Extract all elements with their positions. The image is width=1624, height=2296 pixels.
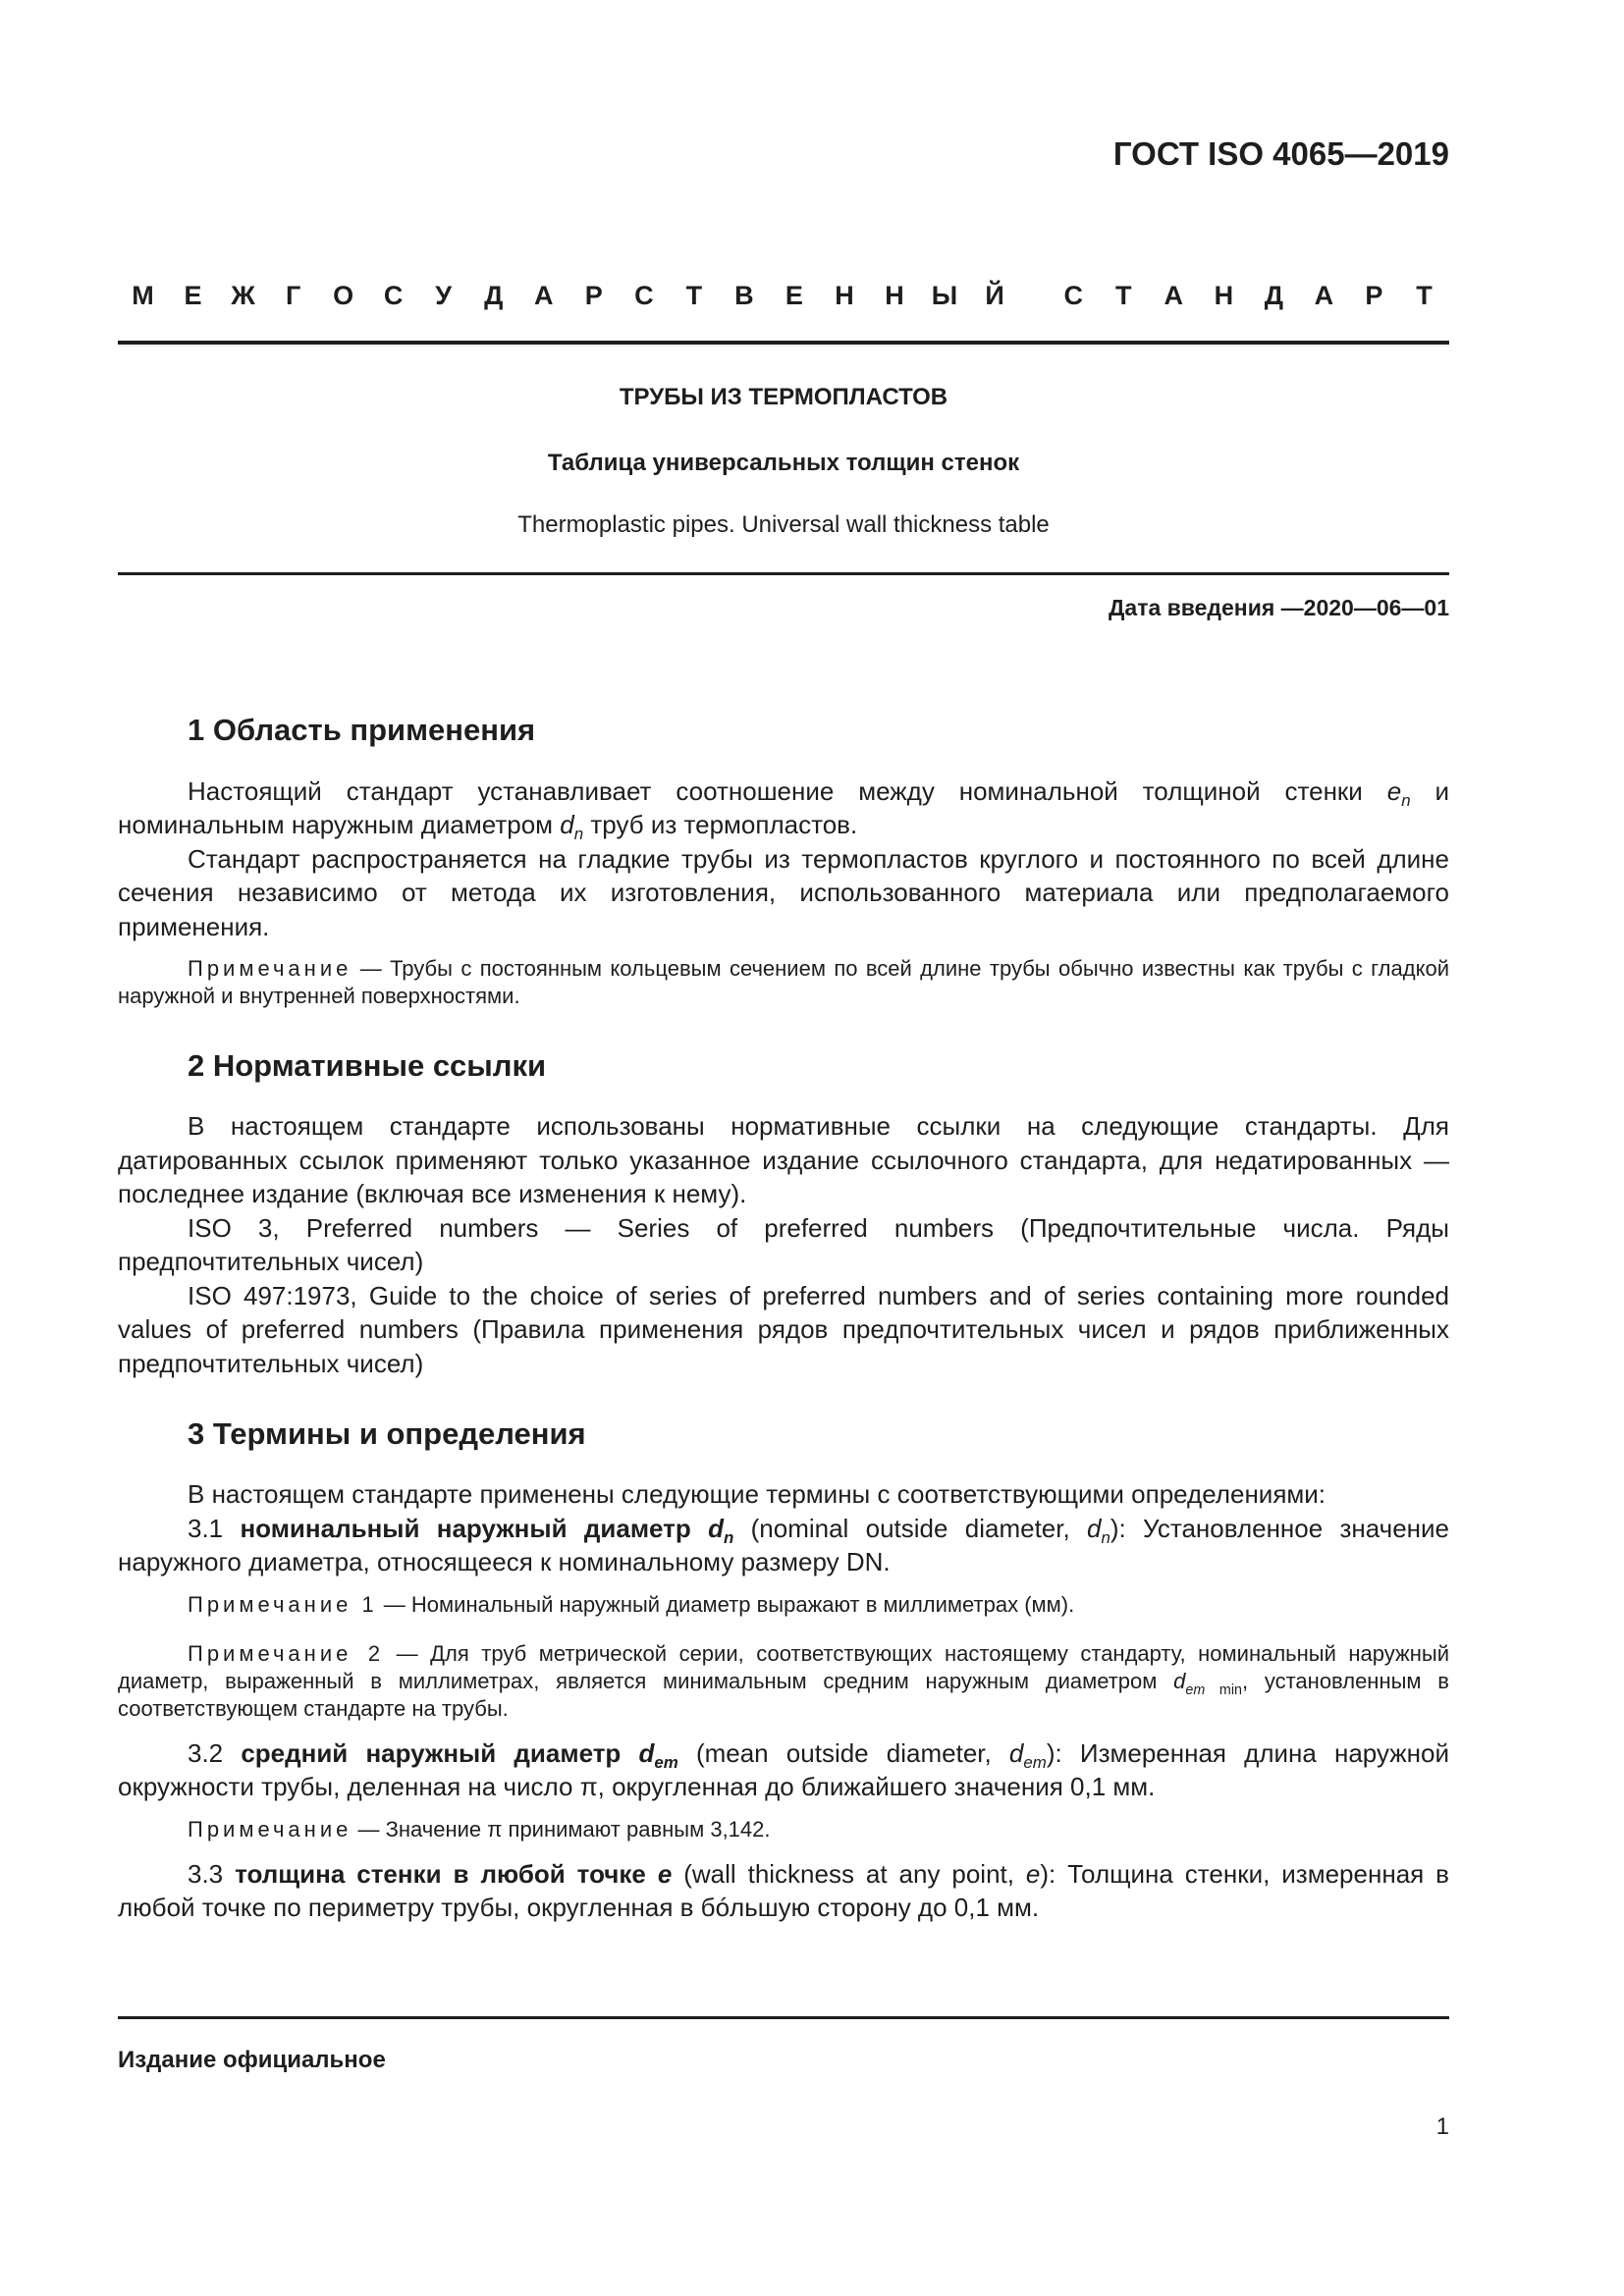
standard-type-letter: Е: [184, 281, 202, 310]
standard-type-letter: Ж: [231, 281, 255, 310]
standard-type-letter: А: [534, 281, 554, 310]
term-3-1: 3.1 номинальный наружный диаметр $d_n$ (nominal outside diameter, $d_n$): Установленное значение наружного диаметра, относящееся к номинальному размеру DN.: [118, 1513, 1450, 1577]
standard-type-letter: О: [333, 281, 354, 310]
section-2-reference-iso497: ISO 497:1973, Guide to the choice of series of preferred numbers and of series containing more rounded values of preferred numbers (Правила применения рядов предпочтительных чисел и рядов приближенных предпочтительных чисел): [118, 1280, 1449, 1378]
standard-type-letter: Д: [1264, 281, 1283, 310]
footer-rule: [118, 2016, 1449, 2019]
standard-type-heading: [118, 283, 1449, 309]
standard-type-letter: Т: [1115, 281, 1132, 310]
standard-type-letter: Р: [584, 281, 603, 310]
standard-type-letter: Т: [1416, 281, 1433, 310]
standard-type-letter: У: [435, 281, 453, 310]
term-3-3: 3.3 толщина стенки в любой точке e (wall thickness at any point, e): Толщина стенки, измеренная в любой точке по периметру трубы, округленная в бóльшую сторону до 0,1 мм.: [118, 1858, 1449, 1923]
document-subtitle-ru: Таблица универсальных толщин стенок: [547, 449, 1020, 476]
standard-type-letter: Е: [785, 281, 803, 310]
document-title-ru: ТРУБЫ ИЗ ТЕРМОПЛАСТОВ: [619, 384, 948, 410]
standard-type-letter: Н: [835, 281, 854, 310]
standard-type-letter: Н: [1214, 281, 1234, 310]
page-number: 1: [1435, 2113, 1449, 2140]
standard-type-letter: Т: [685, 281, 703, 310]
standard-number: ГОСТ ISO 4065—2019: [1112, 135, 1449, 172]
section-1-heading: 1 Область применения: [188, 713, 536, 748]
standard-type-letter: А: [1314, 281, 1334, 310]
standard-type-letter: М: [132, 281, 154, 310]
section-2-paragraph-1: В настоящем стандарте использованы нормативные ссылки на следующие стандарты. Для датированных ссылок применяют только указанное издание ссылочного стандарта, для недатированных — последнее издание (включая все изменения к нему).: [118, 1111, 1449, 1209]
standard-type-letter: В: [734, 281, 754, 310]
title-rule: [118, 572, 1449, 575]
standard-type-letter: Й: [985, 281, 1004, 310]
section-1-note: Примечание — Трубы с постоянным кольцевым сечением по всей длине трубы обычно известны как трубы с гладкой наружной и внутренней поверхностями.: [118, 956, 1449, 1009]
standard-type-letter: А: [1164, 281, 1184, 310]
section-1-paragraph-2: Стандарт распространяется на гладкие трубы из термопластов круглого и постоянного по всей длине сечения независимо от метода их изготовления, использованного материала или предполагаемого применения.: [118, 843, 1449, 941]
term-3-1-note-1: Примечание 1 — Номинальный наружный диаметр выражают в миллиметрах (мм).: [188, 1591, 1075, 1617]
term-3-1-note-2: Примечание 2 — Для труб метрической серии, соответствующих настоящему стандарту, номинальный наружный диаметр, выраженный в миллиметрах, является минимальным средним наружным диаметром $d_{em min}$, установленным в соответствующем стандарте на трубы.: [118, 1640, 1449, 1721]
standard-type-letter: С: [1063, 281, 1083, 310]
standard-type-letter: Г: [285, 281, 301, 310]
section-3-intro: В настоящем стандарте применены следующие термины с соответствующими определениями:: [188, 1479, 1326, 1510]
standard-type-letter: С: [634, 281, 654, 310]
section-3-heading: 3 Термины и определения: [188, 1416, 586, 1452]
standard-type-letter: С: [383, 281, 404, 310]
section-2-heading: 2 Нормативные ссылки: [188, 1048, 547, 1084]
word-gap: [1020, 283, 1049, 309]
term-3-2: 3.2 средний наружный диаметр $d_{em}$ (mean outside diameter, $d_{em}$): Измеренная длина наружной окружности трубы, деленная на число π, округленная до ближайшего значения 0,1 мм.: [118, 1737, 1450, 1802]
section-1-paragraph-1: Настоящий стандарт устанавливает соотношение между номинальной толщиной стенки $e_n$ и номинальным наружным диаметром $d_n$ труб из термопластов.: [118, 775, 1449, 844]
standard-type-letter: Р: [1365, 281, 1383, 310]
header-rule: [118, 341, 1449, 345]
standard-type-letter: Н: [885, 281, 904, 310]
term-3-2-note: Примечание — Значение π принимают равным 3,142.: [188, 1816, 771, 1842]
edition-label: Издание официальное: [118, 2047, 386, 2073]
standard-type-letter: Ы: [931, 281, 958, 310]
introduction-date: Дата введения —2020—06—01: [1109, 595, 1449, 621]
standard-type-letter: Д: [484, 281, 504, 310]
document-title-en: Thermoplastic pipes. Universal wall thickness table: [517, 510, 1050, 538]
section-2-reference-iso3: ISO 3, Preferred numbers — Series of preferred numbers (Предпочтительные числа. Ряды предпочтительных чисел): [118, 1212, 1449, 1277]
